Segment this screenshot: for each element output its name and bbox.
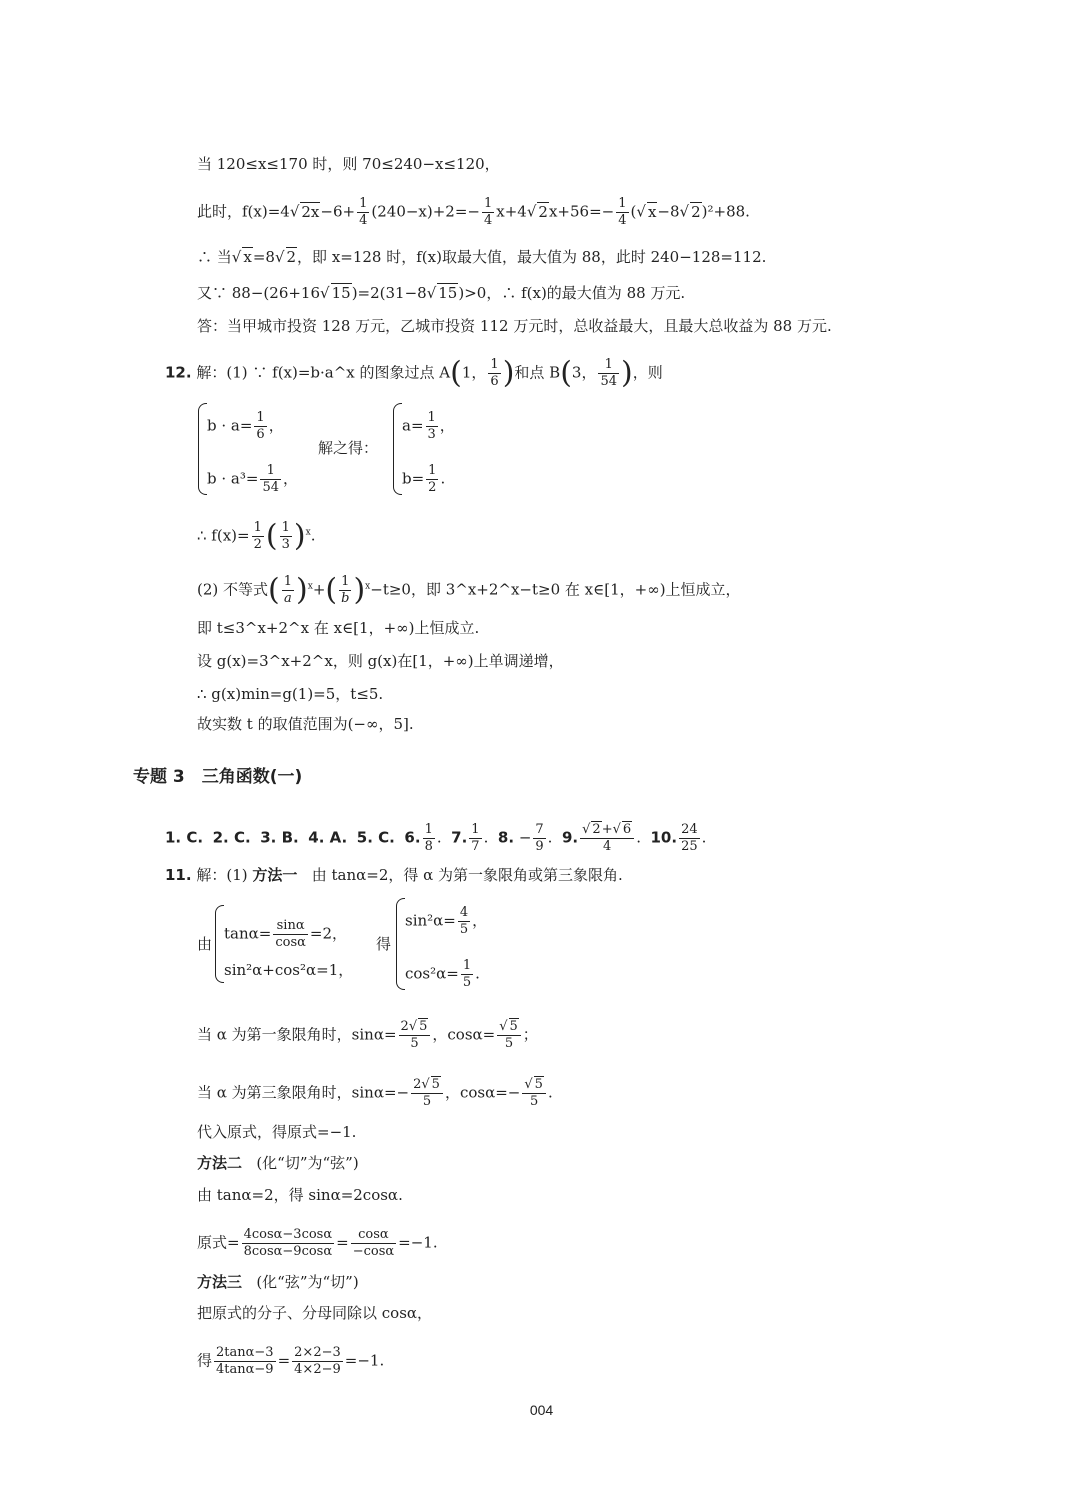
equation-line: (2) 不等式( $\frac{1}{a}$ )$^x$+( $\frac{1}{b}$ )$^x$−t≥0，即 3^x+2^x−t≥0 在 x∈[1，+∞)上恒成立，	[197, 572, 741, 608]
system-equation: tanα= $\frac{\sin\alpha}{\cos\alpha}$ =2，	[224, 918, 348, 950]
equation-line: 当 α 为第一象限角时，sinα= $\frac{2√ 5}{5}$ ，cosα= $\frac{√ 5}{5}$ ；	[197, 1019, 538, 1051]
section-title: 专题 3 三角函数(一)	[133, 767, 303, 787]
text-line: 由 tanα=2，得 sinα=2cosα.	[197, 1186, 403, 1204]
text-line: 即 t≤3^x+2^x 在 x∈[1，+∞)上恒成立.	[197, 619, 480, 637]
text-line: 设 g(x)=3^x+2^x，则 g(x)在[1，+∞)上单调递增，	[197, 652, 564, 670]
question-12-intro: 12. 解：(1) ∵ f(x)=b·a^x 的图象过点 A(1， $\frac{1}{6}$ )和点 B(3， $\frac{1}{54}$ )，则	[165, 355, 663, 391]
system-equation: a= $\frac{1}{3}$ ，	[402, 410, 455, 442]
text-line: 代入原式，得原式=−1.	[197, 1123, 357, 1141]
left-brace-icon	[215, 905, 224, 983]
text-line: 把原式的分子、分母同除以 cosα，	[197, 1304, 433, 1322]
text-label: 得	[376, 935, 392, 953]
equation-line: 又∵ 88−(26+16√ 15)=2(31−8√ 15)>0，∴ f(x)的最大值为 88 万元.	[197, 284, 686, 302]
page-number: 004	[529, 1402, 554, 1418]
system-equation: sin²α+cos²α=1，	[224, 961, 354, 979]
left-brace-icon	[198, 403, 207, 495]
left-brace-icon	[396, 898, 405, 990]
equation-line: ∴ 当√ x=8√ 2，即 x=128 时，f(x)取最大值，最大值为 88，此时 240−128=112.	[197, 248, 767, 266]
question-11-intro: 11. 解：(1) 方法一 由 tanα=2，得 α 为第一象限角或第三象限角.	[165, 866, 623, 884]
text-line: 故实数 t 的取值范围为(−∞，5].	[197, 715, 414, 733]
method-heading: 方法三 (化“弦”为“切”)	[197, 1273, 359, 1291]
system-equation: b= $\frac{1}{2}$ .	[402, 463, 446, 495]
text-label: 由	[197, 935, 213, 953]
system-equation: b · a= $\frac{1}{6}$ ，	[207, 410, 284, 442]
system-equation: b · a³= $\frac{1}{54}$ ，	[207, 463, 298, 495]
answers-row: 1. C. 2. C. 3. B. 4. A. 5. C. 6. $\frac{1}{8}$ . 7. $\frac{1}{7}$ . 8. − $\frac{7}{9}$ . 9. $\frac{√ 2+√ 6}{4}$ . 10. $\frac{24}{25}$ .	[165, 822, 707, 854]
text-label: 解之得：	[318, 439, 379, 457]
equation-line: 当 α 为第三象限角时，sinα=− $\frac{2√ 5}{5}$ ，cosα=− $\frac{√ 5}{5}$ .	[197, 1077, 553, 1109]
system-equation: sin²α= $\frac{4}{5}$ ，	[405, 905, 488, 937]
text-line: ∴ g(x)min=g(1)=5，t≤5.	[197, 685, 384, 703]
system-equation: cos²α= $\frac{1}{5}$ .	[405, 958, 480, 990]
text-line: 当 120≤x≤170 时，则 70≤240−x≤120，	[197, 155, 500, 173]
equation-line: 得 $\frac{2\tan\alpha-3}{4\tan\alpha-9}$ = $\frac{2\times 2-3}{4\times 2-9}$ =−1.	[197, 1345, 385, 1377]
method-heading: 方法二 (化“切”为“弦”)	[197, 1154, 359, 1172]
equation-line: ∴ f(x)= $\frac{1}{2}$ ( $\frac{1}{3}$ )$^x$.	[197, 518, 316, 554]
text-line: 答：当甲城市投资 128 万元，乙城市投资 112 万元时，总收益最大，且最大总收益为 88 万元.	[197, 317, 832, 335]
left-brace-icon	[393, 403, 402, 495]
equation-line: 此时，f(x)=4√ 2x−6+ $\frac{1}{4}$ (240−x)+2=− $\frac{1}{4}$ x+4√ 2x+56=− $\frac{1}{4}$ (√ x−8√ 2)²+88.	[197, 196, 750, 228]
equation-line: 原式= $\frac{4\cos\alpha-3\cos\alpha}{8\cos\alpha-9\cos\alpha}$ = $\frac{\cos\alpha}{-\cos\alpha}$ =−1.	[197, 1227, 438, 1259]
